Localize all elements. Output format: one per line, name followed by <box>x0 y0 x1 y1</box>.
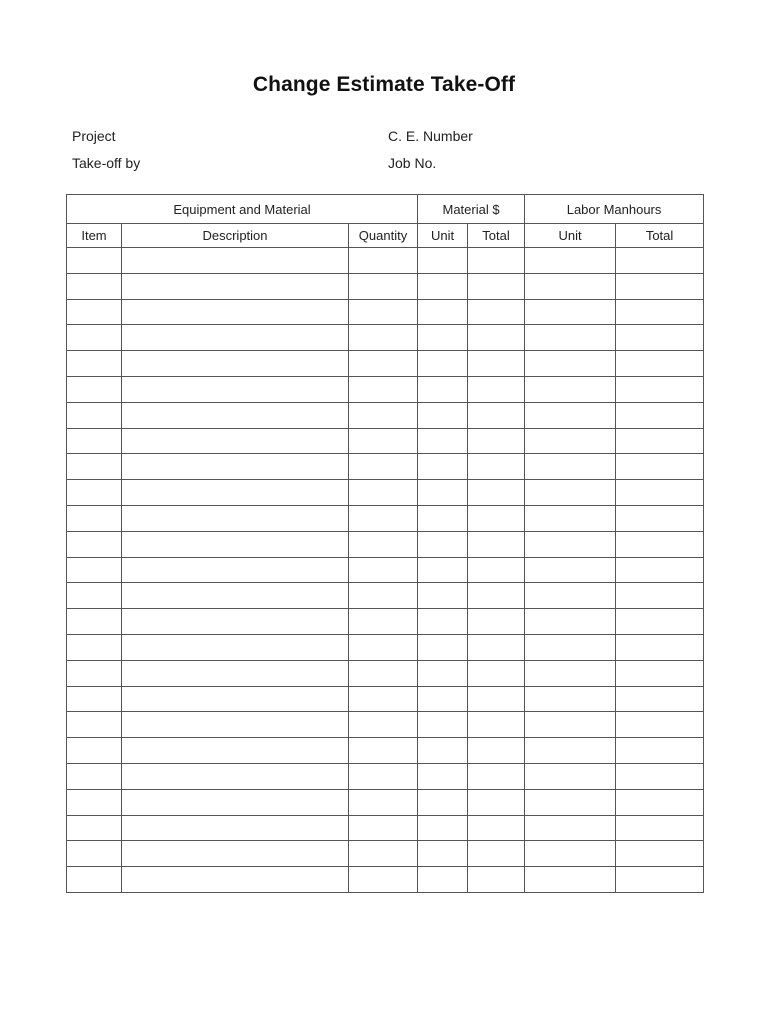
quantity-cell[interactable] <box>349 531 418 557</box>
takeoff-by-label: Take-off by <box>72 155 141 171</box>
labor-total-cell[interactable] <box>616 660 704 686</box>
labor-total-cell[interactable] <box>616 325 704 351</box>
material-total-cell[interactable] <box>468 583 525 609</box>
table-row <box>67 325 704 351</box>
item-cell[interactable] <box>67 841 122 867</box>
quantity-cell[interactable] <box>349 867 418 893</box>
quantity-cell[interactable] <box>349 738 418 764</box>
material-unit-cell[interactable] <box>418 376 468 402</box>
table-row <box>67 454 704 480</box>
labor-unit-cell[interactable] <box>525 712 616 738</box>
material-total-cell[interactable] <box>468 686 525 712</box>
labor-unit-cell[interactable] <box>525 815 616 841</box>
table-row <box>67 376 704 402</box>
labor-total-cell[interactable] <box>616 841 704 867</box>
table-row <box>67 867 704 893</box>
table-row <box>67 505 704 531</box>
material-unit-cell[interactable] <box>418 789 468 815</box>
labor-unit-cell[interactable] <box>525 738 616 764</box>
table-row <box>67 480 704 506</box>
material-unit-cell[interactable] <box>418 248 468 274</box>
table-row <box>67 583 704 609</box>
item-cell[interactable] <box>67 480 122 506</box>
material-unit-cell[interactable] <box>418 325 468 351</box>
table-row <box>67 531 704 557</box>
labor-total-cell[interactable] <box>616 402 704 428</box>
labor-unit-cell[interactable] <box>525 299 616 325</box>
item-cell[interactable] <box>67 531 122 557</box>
material-unit-cell[interactable] <box>418 273 468 299</box>
job-number-label: Job No. <box>388 155 437 171</box>
column-header-description: Description <box>122 224 349 248</box>
column-header-labor-total: Total <box>616 224 704 248</box>
project-label: Project <box>72 128 116 144</box>
labor-unit-cell[interactable] <box>525 763 616 789</box>
quantity-cell[interactable] <box>349 299 418 325</box>
table-row <box>67 557 704 583</box>
labor-total-cell[interactable] <box>616 634 704 660</box>
labor-total-cell[interactable] <box>616 763 704 789</box>
description-cell[interactable] <box>122 402 349 428</box>
quantity-cell[interactable] <box>349 428 418 454</box>
material-total-cell[interactable] <box>468 351 525 377</box>
labor-total-cell[interactable] <box>616 789 704 815</box>
item-cell[interactable] <box>67 583 122 609</box>
material-total-cell[interactable] <box>468 789 525 815</box>
group-header-equipment-material: Equipment and Material <box>67 195 418 224</box>
material-unit-cell[interactable] <box>418 686 468 712</box>
item-cell[interactable] <box>67 376 122 402</box>
takeoff-table <box>66 194 704 893</box>
material-unit-cell[interactable] <box>418 763 468 789</box>
labor-unit-cell[interactable] <box>525 841 616 867</box>
material-total-cell[interactable] <box>468 454 525 480</box>
labor-total-cell[interactable] <box>616 273 704 299</box>
material-total-cell[interactable] <box>468 815 525 841</box>
material-total-cell[interactable] <box>468 738 525 764</box>
description-cell[interactable] <box>122 454 349 480</box>
quantity-cell[interactable] <box>349 402 418 428</box>
document-title: Change Estimate Take-Off <box>252 73 516 96</box>
description-cell[interactable] <box>122 557 349 583</box>
item-cell[interactable] <box>67 351 122 377</box>
material-total-cell[interactable] <box>468 531 525 557</box>
labor-unit-cell[interactable] <box>525 867 616 893</box>
material-total-cell[interactable] <box>468 841 525 867</box>
description-cell[interactable] <box>122 634 349 660</box>
material-total-cell[interactable] <box>468 609 525 635</box>
item-cell[interactable] <box>67 505 122 531</box>
material-unit-cell[interactable] <box>418 712 468 738</box>
labor-unit-cell[interactable] <box>525 480 616 506</box>
labor-total-cell[interactable] <box>616 738 704 764</box>
description-cell[interactable] <box>122 299 349 325</box>
labor-unit-cell[interactable] <box>525 273 616 299</box>
material-total-cell[interactable] <box>468 557 525 583</box>
material-unit-cell[interactable] <box>418 428 468 454</box>
description-cell[interactable] <box>122 609 349 635</box>
column-header-row <box>67 224 704 248</box>
description-cell[interactable] <box>122 789 349 815</box>
labor-unit-cell[interactable] <box>525 557 616 583</box>
quantity-cell[interactable] <box>349 789 418 815</box>
description-cell[interactable] <box>122 505 349 531</box>
quantity-cell[interactable] <box>349 248 418 274</box>
quantity-cell[interactable] <box>349 505 418 531</box>
table-row <box>67 841 704 867</box>
labor-unit-cell[interactable] <box>525 789 616 815</box>
item-cell[interactable] <box>67 815 122 841</box>
quantity-cell[interactable] <box>349 763 418 789</box>
item-cell[interactable] <box>67 273 122 299</box>
table-row <box>67 299 704 325</box>
column-header-quantity: Quantity <box>349 224 418 248</box>
table-row <box>67 428 704 454</box>
labor-total-cell[interactable] <box>616 583 704 609</box>
description-cell[interactable] <box>122 867 349 893</box>
column-header-material-unit: Unit <box>418 224 468 248</box>
quantity-cell[interactable] <box>349 325 418 351</box>
group-header-labor-manhours: Labor Manhours <box>525 195 704 224</box>
table-row <box>67 660 704 686</box>
item-cell[interactable] <box>67 428 122 454</box>
table-row <box>67 634 704 660</box>
material-total-cell[interactable] <box>468 634 525 660</box>
takeoff-table-body <box>67 248 704 893</box>
labor-unit-cell[interactable] <box>525 634 616 660</box>
item-cell[interactable] <box>67 248 122 274</box>
item-cell[interactable] <box>67 299 122 325</box>
material-unit-cell[interactable] <box>418 299 468 325</box>
item-cell[interactable] <box>67 557 122 583</box>
item-cell[interactable] <box>67 763 122 789</box>
description-cell[interactable] <box>122 660 349 686</box>
description-cell[interactable] <box>122 738 349 764</box>
material-total-cell[interactable] <box>468 428 525 454</box>
description-cell[interactable] <box>122 763 349 789</box>
quantity-cell[interactable] <box>349 634 418 660</box>
material-total-cell[interactable] <box>468 376 525 402</box>
item-cell[interactable] <box>67 660 122 686</box>
column-header-material-total: Total <box>468 224 525 248</box>
labor-total-cell[interactable] <box>616 557 704 583</box>
item-cell[interactable] <box>67 738 122 764</box>
labor-total-cell[interactable] <box>616 609 704 635</box>
labor-total-cell[interactable] <box>616 815 704 841</box>
table-row <box>67 712 704 738</box>
labor-total-cell[interactable] <box>616 505 704 531</box>
item-cell[interactable] <box>67 609 122 635</box>
quantity-cell[interactable] <box>349 686 418 712</box>
description-cell[interactable] <box>122 841 349 867</box>
material-total-cell[interactable] <box>468 660 525 686</box>
labor-total-cell[interactable] <box>616 376 704 402</box>
labor-unit-cell[interactable] <box>525 609 616 635</box>
labor-unit-cell[interactable] <box>525 660 616 686</box>
quantity-cell[interactable] <box>349 273 418 299</box>
labor-unit-cell[interactable] <box>525 248 616 274</box>
group-header-material-dollars: Material $ <box>418 195 525 224</box>
column-header-labor-unit: Unit <box>525 224 616 248</box>
material-unit-cell[interactable] <box>418 583 468 609</box>
item-cell[interactable] <box>67 325 122 351</box>
table-row <box>67 789 704 815</box>
labor-unit-cell[interactable] <box>525 454 616 480</box>
material-unit-cell[interactable] <box>418 609 468 635</box>
quantity-cell[interactable] <box>349 557 418 583</box>
material-unit-cell[interactable] <box>418 557 468 583</box>
labor-unit-cell[interactable] <box>525 583 616 609</box>
description-cell[interactable] <box>122 583 349 609</box>
item-cell[interactable] <box>67 789 122 815</box>
labor-total-cell[interactable] <box>616 712 704 738</box>
labor-total-cell[interactable] <box>616 428 704 454</box>
item-cell[interactable] <box>67 454 122 480</box>
material-total-cell[interactable] <box>468 712 525 738</box>
description-cell[interactable] <box>122 712 349 738</box>
description-cell[interactable] <box>122 273 349 299</box>
material-unit-cell[interactable] <box>418 634 468 660</box>
description-cell[interactable] <box>122 376 349 402</box>
table-row <box>67 738 704 764</box>
table-row <box>67 351 704 377</box>
group-header-row <box>67 195 704 224</box>
labor-total-cell[interactable] <box>616 248 704 274</box>
material-unit-cell[interactable] <box>418 815 468 841</box>
ce-number-label: C. E. Number <box>388 128 473 144</box>
description-cell[interactable] <box>122 248 349 274</box>
labor-unit-cell[interactable] <box>525 325 616 351</box>
labor-unit-cell[interactable] <box>525 376 616 402</box>
quantity-cell[interactable] <box>349 454 418 480</box>
material-unit-cell[interactable] <box>418 531 468 557</box>
material-total-cell[interactable] <box>468 273 525 299</box>
labor-total-cell[interactable] <box>616 454 704 480</box>
labor-total-cell[interactable] <box>616 867 704 893</box>
item-cell[interactable] <box>67 402 122 428</box>
labor-unit-cell[interactable] <box>525 428 616 454</box>
material-unit-cell[interactable] <box>418 351 468 377</box>
labor-unit-cell[interactable] <box>525 531 616 557</box>
description-cell[interactable] <box>122 686 349 712</box>
material-unit-cell[interactable] <box>418 867 468 893</box>
description-cell[interactable] <box>122 531 349 557</box>
labor-total-cell[interactable] <box>616 480 704 506</box>
material-total-cell[interactable] <box>468 248 525 274</box>
material-total-cell[interactable] <box>468 299 525 325</box>
material-total-cell[interactable] <box>468 763 525 789</box>
quantity-cell[interactable] <box>349 376 418 402</box>
description-cell[interactable] <box>122 480 349 506</box>
labor-unit-cell[interactable] <box>525 351 616 377</box>
quantity-cell[interactable] <box>349 609 418 635</box>
description-cell[interactable] <box>122 815 349 841</box>
labor-unit-cell[interactable] <box>525 402 616 428</box>
table-row <box>67 402 704 428</box>
table-row <box>67 273 704 299</box>
description-cell[interactable] <box>122 428 349 454</box>
description-cell[interactable] <box>122 325 349 351</box>
column-header-item: Item <box>67 224 122 248</box>
material-unit-cell[interactable] <box>418 660 468 686</box>
quantity-cell[interactable] <box>349 841 418 867</box>
table-row <box>67 248 704 274</box>
labor-total-cell[interactable] <box>616 299 704 325</box>
description-cell[interactable] <box>122 351 349 377</box>
quantity-cell[interactable] <box>349 480 418 506</box>
material-total-cell[interactable] <box>468 402 525 428</box>
quantity-cell[interactable] <box>349 351 418 377</box>
labor-total-cell[interactable] <box>616 531 704 557</box>
material-total-cell[interactable] <box>468 325 525 351</box>
material-total-cell[interactable] <box>468 505 525 531</box>
table-row <box>67 763 704 789</box>
table-row <box>67 815 704 841</box>
item-cell[interactable] <box>67 634 122 660</box>
material-unit-cell[interactable] <box>418 454 468 480</box>
material-unit-cell[interactable] <box>418 505 468 531</box>
labor-total-cell[interactable] <box>616 686 704 712</box>
item-cell[interactable] <box>67 867 122 893</box>
quantity-cell[interactable] <box>349 660 418 686</box>
material-unit-cell[interactable] <box>418 480 468 506</box>
quantity-cell[interactable] <box>349 815 418 841</box>
table-row <box>67 609 704 635</box>
quantity-cell[interactable] <box>349 712 418 738</box>
material-unit-cell[interactable] <box>418 841 468 867</box>
material-total-cell[interactable] <box>468 867 525 893</box>
material-total-cell[interactable] <box>468 480 525 506</box>
labor-unit-cell[interactable] <box>525 505 616 531</box>
quantity-cell[interactable] <box>349 583 418 609</box>
labor-unit-cell[interactable] <box>525 686 616 712</box>
item-cell[interactable] <box>67 686 122 712</box>
labor-total-cell[interactable] <box>616 351 704 377</box>
material-unit-cell[interactable] <box>418 738 468 764</box>
item-cell[interactable] <box>67 712 122 738</box>
table-row <box>67 686 704 712</box>
material-unit-cell[interactable] <box>418 402 468 428</box>
